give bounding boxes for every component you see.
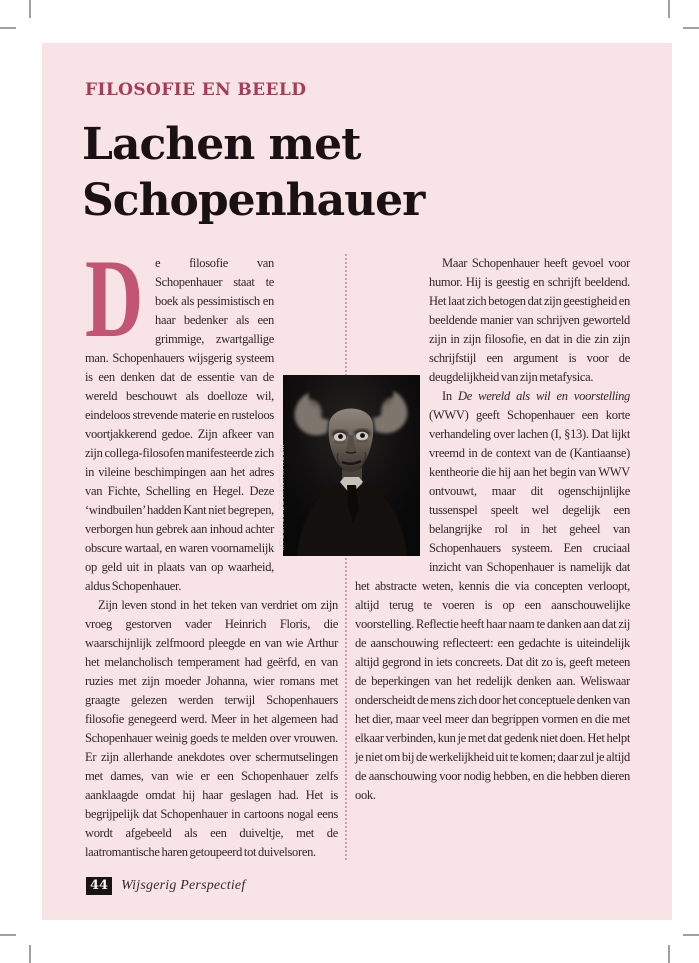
crop-mark xyxy=(29,945,31,963)
article-body xyxy=(85,254,630,934)
crop-mark xyxy=(0,934,16,936)
left-column xyxy=(85,254,338,862)
crop-mark xyxy=(668,0,670,18)
crop-mark xyxy=(29,0,31,18)
schopenhauer-caricature-image xyxy=(279,375,420,556)
body-paragraph: Zijn leven stond in het teken van verdriet om zijn vroeg gestorven vader Heinrich Floris, die waarschijnlijk zelfmoord pleegde en van wie Arthur het melancholisch temperament had geërfd, en van ruzies met zijn moeder Johanna, wier romans met graagte gelezen werden terwijl Schopenhauers filosofie genegeerd werd. Meer in het algemeen had Schopenhauer weinig goeds te melden over vrouwen. Er zijn allerhande anekdotes over schermutselingen met dames, van wie er een Schopenhauer zelfs aanklaagde omdat hij haar geslagen had. Het is begrijpelijk dat Schopenhauer in cartoons nogal eens wordt afgebeeld als een duiveltje, met de laatromantische haren getoupeerd tot duivelsoren. xyxy=(85,598,338,859)
crop-mark xyxy=(668,945,670,963)
body-paragraph: In De wereld als wil en voorstelling (WWV) geeft Schopenhauer een korte verhandeling over lachen (I, §13). Dat lijkt vreemd in de context van de (Kantiaanse) kentheorie die hij aan het begin van WWV ontvouwt, maar dit ogenschijnlijke tussenspel speelt wel degelijk een belangrijke rol in het geheel van Schopenhauers systeem. Een cruciaal inzicht van Schopenhauer is namelijk dat het abstracte weten, kennis die via concepten verloopt, altijd terug te voeren is op een aanschouwelijke voorstelling. Reflectie heeft haar naam te danken aan dat zij de aanschouwing reflecteert: een gedachte is uiteindelijk altijd gegrond in iets concreets. Dat dit zo is, geeft meteen de beperkingen van het redelijk denken aan. Weliswaar onderscheidt de mens zich door het conceptuele denken van het dier, maar veel meer dan begrippen vormen en die met elkaar verbinden, kun je met dat gedenk niet doen. Het helpt je niet om bij de werkelijkheid uit te komen; daar zul je altijd de aanschouwing voor nodig hebben, en die hebben dieren ook. xyxy=(355,389,630,802)
portrait-svg xyxy=(283,375,420,556)
page-footer xyxy=(86,876,245,896)
section-kicker: FILOSOFIE EN BEELD xyxy=(85,80,307,100)
image-credit: MTUGRUL.DEVIANTART.COM xyxy=(279,443,286,550)
journal-name: Wijsgerig Perspectief xyxy=(121,878,246,893)
magazine-page xyxy=(42,43,672,920)
body-paragraph: Maar Schopenhauer heeft gevoel voor humor. Hij is geestig en schrijft beeldend. Het laat zich betogen dat zijn geestigheid en beeldende manier van schrijven geworteld zijn in zijn filosofie, en dat in die zin zijn schrijfstijl een argument is voor de deugdelijkheid van zijn metafysica. xyxy=(429,256,630,384)
paragraph-text: e filosofie van Schopenhauer staat te boek als pessimistisch en haar bedenker als een grimmige, zwartgallige man. Schopenhauers wijsgerig systeem is een denken dat de essentie van de wereld beschouwt als doelloze wil, eindeloos strevende materie en rusteloos voortjakkerend gedoe. Zijn afkeer van zijn collega-filosofen manifesteerde zich in vileine beschimpingen aan het adres van Fichte, Schelling en Hegel. Deze ‘windbuilen’ hadden Kant niet begrepen, verborgen hun gebrek aan inhoud achter obscure wartaal, en waren voornamelijk op geld uit in plaats van op waarheid, aldus Schopenhauer. xyxy=(85,256,274,593)
article-title xyxy=(82,117,424,229)
drop-cap: D xyxy=(85,254,144,361)
article-title-line1: Lachen met xyxy=(82,119,361,170)
page-number-badge: 44 xyxy=(86,877,112,895)
crop-mark xyxy=(683,27,699,29)
crop-mark xyxy=(0,27,16,29)
crop-mark xyxy=(683,934,699,936)
article-title-line2: Schopenhauer xyxy=(82,175,425,226)
